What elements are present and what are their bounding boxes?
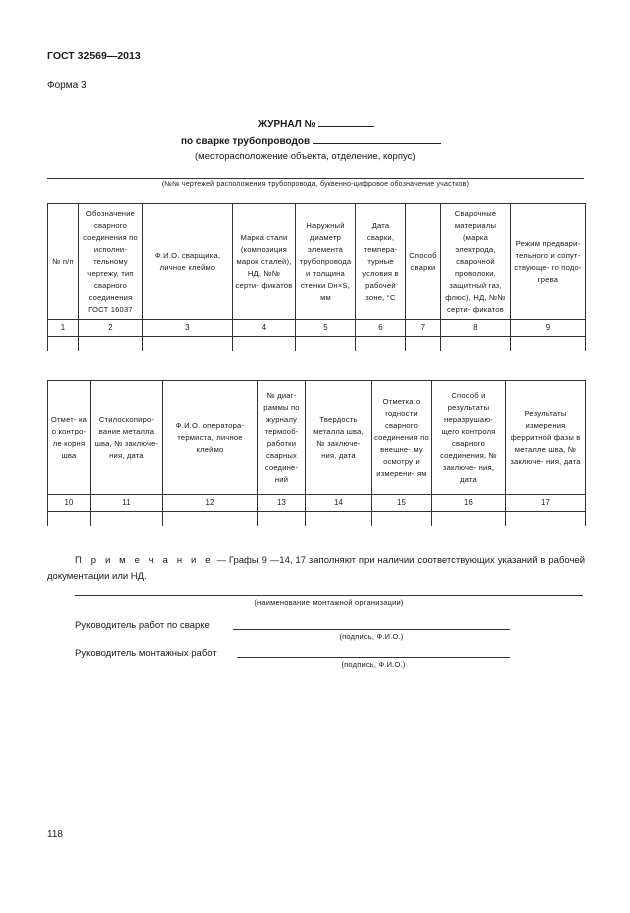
col-number-12: 12	[163, 495, 258, 512]
col-header-10: Отмет- ка о контро- ле корня шва	[48, 381, 91, 495]
journal-title-text: ЖУРНАЛ №	[258, 119, 316, 130]
col-number-14: 14	[306, 495, 372, 512]
document-header: ГОСТ 32569—2013	[47, 50, 141, 62]
col-header-11: Стилоскопиро- вание металла шва, № заключе- ния, дата	[91, 381, 163, 495]
col-header-1: № п/п	[48, 204, 79, 320]
col-header-12: Ф.И.О. оператора- термиста, личное клеймо	[163, 381, 258, 495]
col-number-13: 13	[258, 495, 306, 512]
note-label: П р и м е ч а н и е	[75, 555, 214, 566]
organization-blank-line	[75, 595, 583, 596]
col-number-1: 1	[48, 320, 79, 337]
empty-row	[48, 512, 586, 527]
weld-journal-table-1	[47, 203, 586, 351]
welding-head-caption: (подпись, Ф.И.О.)	[339, 632, 404, 641]
col-number-5: 5	[296, 320, 356, 337]
page-number: 118	[47, 829, 63, 840]
journal-subtitle	[181, 133, 441, 147]
welding-head-label: Руководитель работ по сварке	[75, 620, 210, 631]
installation-head-signature-line	[237, 657, 510, 658]
journal-title	[258, 116, 374, 130]
location-caption: (месторасположение объекта, отделение, корпус)	[195, 151, 416, 162]
col-header-4: Марка стали (композиция марок сталей), НД, №№ серти- фикатов	[233, 204, 296, 320]
col-number-15: 15	[372, 495, 432, 512]
installation-head-label: Руководитель монтажных работ	[75, 648, 217, 659]
col-header-8: Сварочные материалы (марка электрода, сварочной проволоки, защитный газ, флюс), НД, №№ серти- фикатов	[441, 204, 511, 320]
col-header-16: Способ и результаты неразрушаю- щего контроля сварного соединения, № заключе- ния, дата	[432, 381, 506, 495]
col-header-17: Результаты измерения ферритной фазы в металле шва, № заключе- ния, дата	[506, 381, 586, 495]
col-number-2: 2	[79, 320, 143, 337]
journal-number-blank	[318, 116, 374, 127]
col-header-5: Наружный диаметр элемента трубопровода и толщина стенки Dн×S, мм	[296, 204, 356, 320]
empty-row	[48, 337, 586, 352]
col-number-9: 9	[511, 320, 586, 337]
col-header-2: Обозначение сварного соединения по исполни- тельному чертежу, тип сварного соединения ГОСТ 16037	[79, 204, 143, 320]
note-text: — Графы 9 —14, 17 заполняют при наличии соответствующих указаний в рабочей документации или НД.	[47, 555, 586, 582]
form-label: Форма 3	[47, 80, 87, 91]
col-header-9: Режим предвари- тельного и сопут- ствующе- го подо- грева	[511, 204, 586, 320]
col-number-6: 6	[356, 320, 406, 337]
col-number-17: 17	[506, 495, 586, 512]
col-number-11: 11	[91, 495, 163, 512]
col-number-10: 10	[48, 495, 91, 512]
col-header-6: Дата сварки, темпера- турные условия в рабочей зоне, °С	[356, 204, 406, 320]
note-paragraph	[47, 553, 585, 585]
welding-head-signature-line	[233, 629, 510, 630]
organization-caption: (наименование монтажной организации)	[254, 598, 404, 607]
col-header-14: Твердость металла шва, № заключе- ния, дата	[306, 381, 372, 495]
drawings-blank-line	[47, 178, 584, 179]
col-header-7: Способ сварки	[406, 204, 441, 320]
col-header-15: Отметка о годности сварного соединения по внешне- му осмотру и измерени- ям	[372, 381, 432, 495]
col-header-13: № диаг- раммы по журналу термооб- работки сварных соедине- ний	[258, 381, 306, 495]
col-header-3: Ф.И.О. сварщика, личное клеймо	[143, 204, 233, 320]
col-number-3: 3	[143, 320, 233, 337]
weld-journal-table-2	[47, 380, 586, 526]
journal-subtitle-text: по сварке трубопроводов	[181, 136, 311, 147]
pipeline-blank	[313, 133, 441, 144]
drawings-caption: (№№ чертежей расположения трубопровода, буквенно-цифровое обозначение участков)	[161, 181, 470, 188]
installation-head-caption: (подпись, Ф.И.О.)	[341, 660, 406, 669]
col-number-4: 4	[233, 320, 296, 337]
col-number-7: 7	[406, 320, 441, 337]
col-number-8: 8	[441, 320, 511, 337]
col-number-16: 16	[432, 495, 506, 512]
